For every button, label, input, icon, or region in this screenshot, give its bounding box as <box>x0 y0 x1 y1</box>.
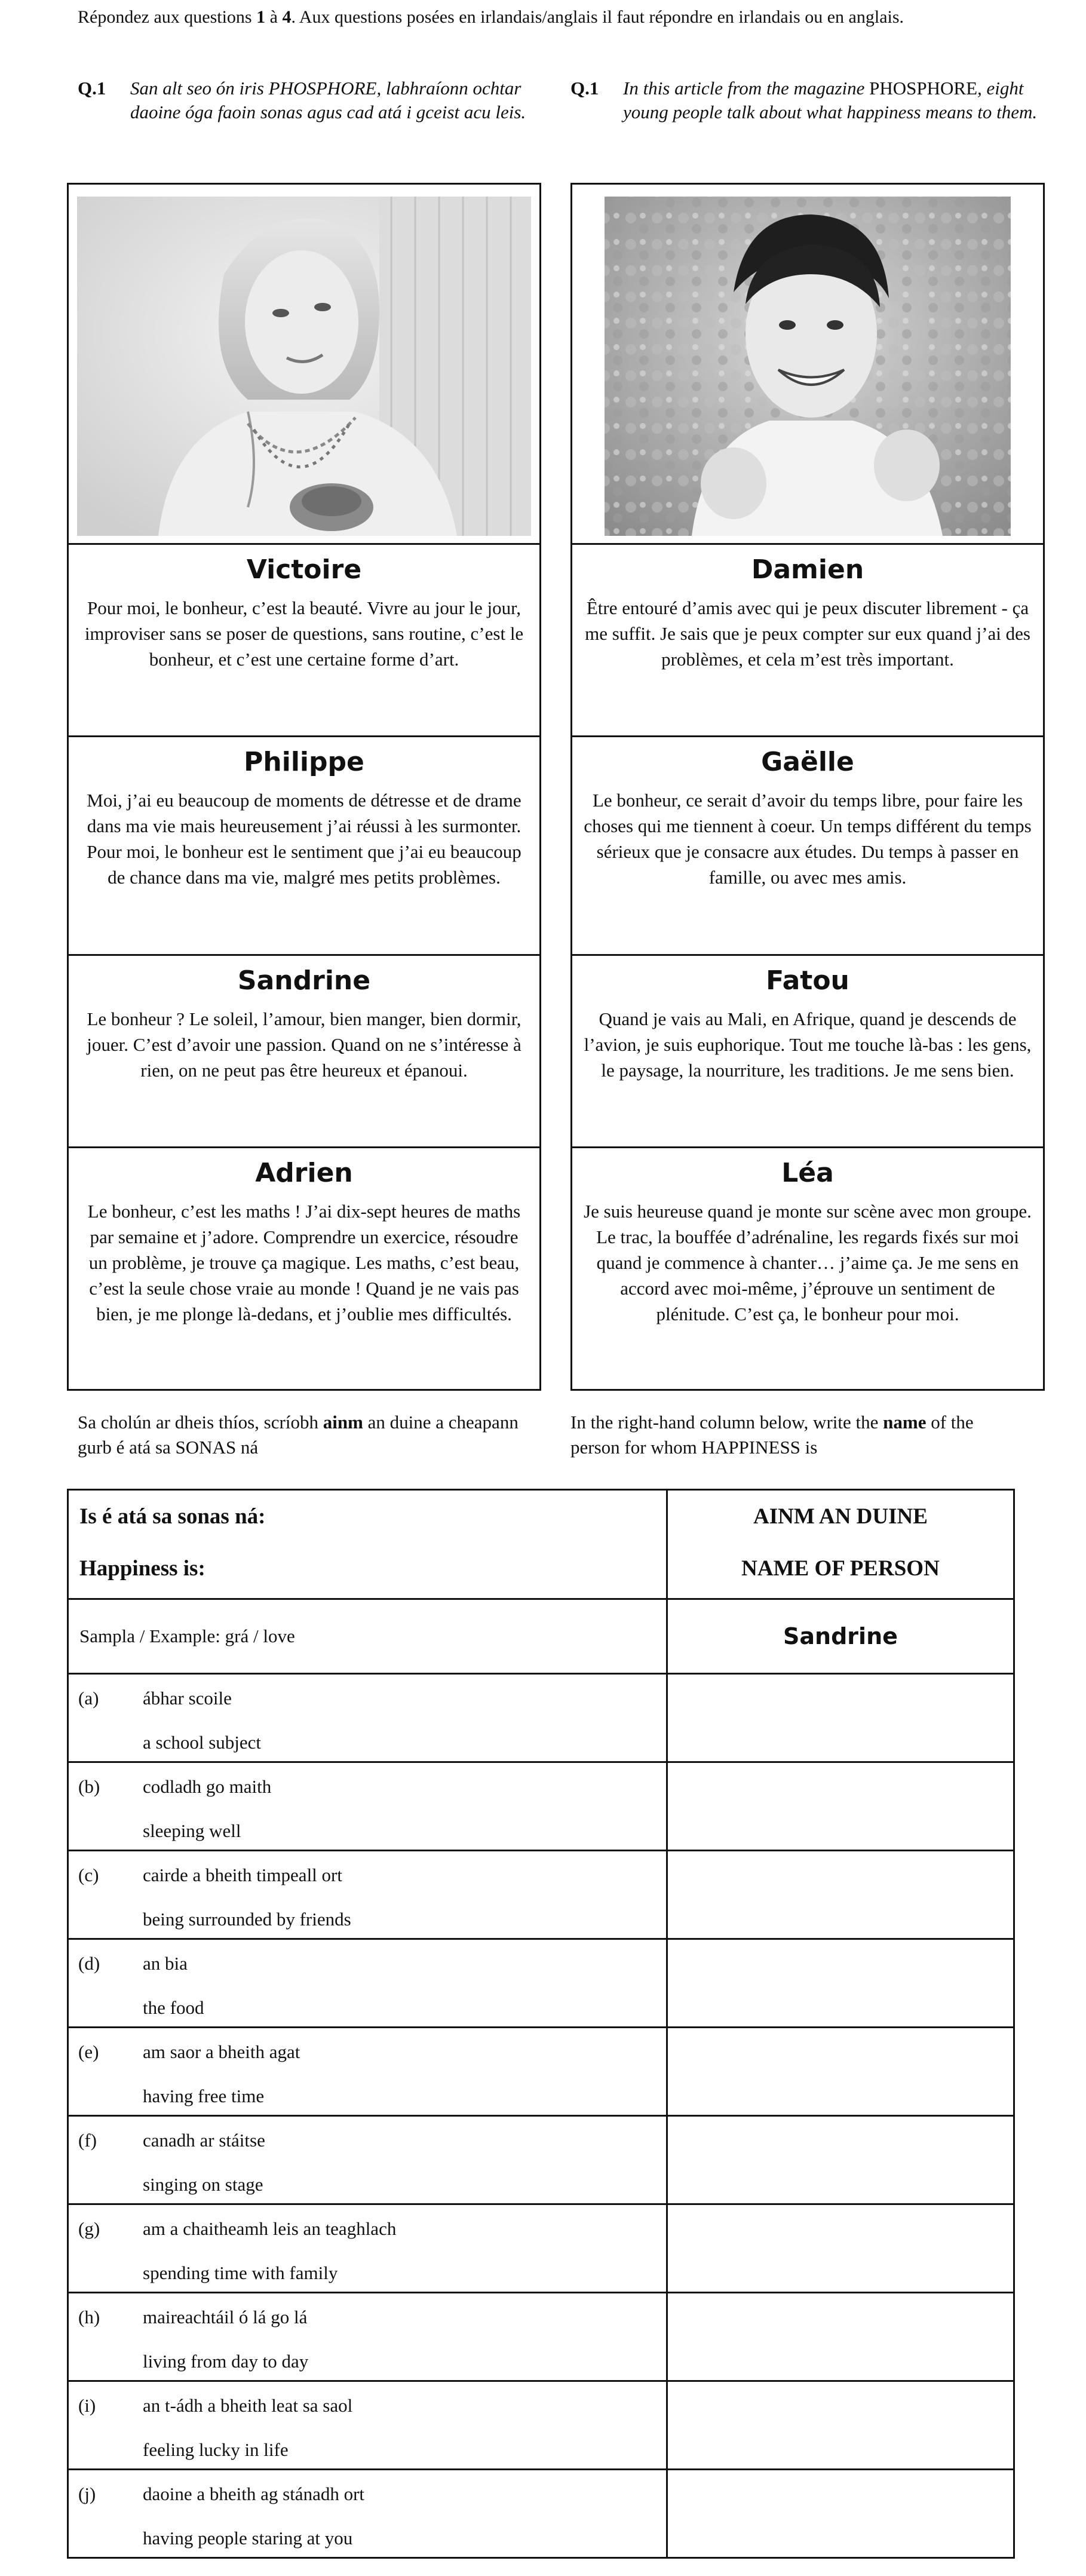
article-card-left <box>67 183 541 1391</box>
question-number: Q.1 <box>78 78 106 99</box>
profile-lea <box>572 1146 1043 1389</box>
person-quote: Quand je vais au Mali, en Afrique, quand je descends de l’avion, je suis euphorique. Tout me touche là-bas : les gens, le paysage, la nourriture, les traditions. Je me sens bien. <box>584 1008 1032 1081</box>
profile-gaelle <box>572 735 1043 954</box>
person-name: Damien <box>751 554 864 585</box>
answer-cell[interactable] <box>667 1939 1014 2028</box>
question-number: Q.1 <box>570 78 599 99</box>
profile-victoire <box>69 543 539 735</box>
example-answer: Sandrine <box>667 1599 1014 1674</box>
table-row: (g) am a chaitheamh leis an teaghlach spending time with family <box>68 2204 1014 2293</box>
person-quote: Je suis heureuse quand je monte sur scène avec mon groupe. Le trac, la bouffée d’adrénaline, les regards fixés sur moi quand je commence à chanter… j’aime ça. Je me sens en accord avec moi-même, j’éprouve un sentiment de plénitude. C’est ça, le bonheur pour moi. <box>584 1201 1032 1324</box>
header-happiness: Is é atá sa sonas ná: Happiness is: <box>68 1490 667 1599</box>
answer-table <box>67 1489 1015 2559</box>
person-quote: Le bonheur, c’est les maths ! J’ai dix-sept heures de maths par semaine et j’adore. Comprendre un exercice, résoudre un problème, je trouve ça magique. Les maths, c’est beau, c’est la seule chose vraie au monde ! Quand je ne vais pas bien, je me plonge là-dedans, et j’oublie mes difficultés. <box>87 1201 521 1324</box>
example-label: Sampla / Example: grá / love <box>68 1599 667 1674</box>
profile-philippe <box>69 735 539 954</box>
photo-damien <box>572 185 1043 545</box>
table-row: (i) an t-ádh a bheith leat sa saol feeling lucky in life <box>68 2381 1014 2470</box>
answer-cell[interactable] <box>667 2116 1014 2204</box>
profile-adrien <box>69 1146 539 1389</box>
prompt-irish: Sa cholún ar dheis thíos, scríobh ainm an duine a cheapann gurb é atá sa SONAS ná <box>78 1412 519 1458</box>
person-name: Sandrine <box>237 965 371 996</box>
profile-fatou <box>572 954 1043 1146</box>
answer-cell[interactable] <box>667 1851 1014 1939</box>
person-quote: Le bonheur, ce serait d’avoir du temps libre, pour faire les choses qui me tiennent à coeur. Un temps différent du temps sérieux que je consacre aux études. Du temps à passer en famille, ou avec mes amis. <box>584 790 1032 888</box>
table-header-row <box>68 1490 1014 1599</box>
profile-sandrine <box>69 954 539 1146</box>
table-row: (b) codladh go maith sleeping well <box>68 1762 1014 1851</box>
answer-cell[interactable] <box>667 2293 1014 2381</box>
person-quote: Le bonheur ? Le soleil, l’amour, bien manger, bien dormir, jouer. C’est d’avoir une passion. Quand on ne s’intéresse à rien, on ne peut pas être heureux et épanoui. <box>87 1008 521 1081</box>
answer-cell[interactable] <box>667 1762 1014 1851</box>
table-row: (a) ábhar scoile a school subject <box>68 1674 1014 1762</box>
table-row: (e) am saor a bheith agat having free time <box>68 2028 1014 2116</box>
prompt-english: In the right-hand column below, write the name of the person for whom HAPPINESS is <box>570 1412 974 1458</box>
article-card-right <box>570 183 1045 1391</box>
person-quote: Moi, j’ai eu beaucoup de moments de détresse et de drame dans ma vie mais heureusement j’ai réussi à les surmonter. Pour moi, le bonheur est le sentiment que j’ai eu beaucoup de chance dans ma vie, malgré mes petits problèmes. <box>87 790 521 888</box>
answer-cell[interactable] <box>667 2204 1014 2293</box>
answer-cell[interactable] <box>667 2470 1014 2558</box>
answer-cell[interactable] <box>667 1674 1014 1762</box>
table-row: (f) canadh ar stáitse singing on stage <box>68 2116 1014 2204</box>
person-name: Philippe <box>244 747 364 777</box>
person-name: Léa <box>781 1158 834 1188</box>
table-row: (d) an bia the food <box>68 1939 1014 2028</box>
person-quote: Être entouré d’amis avec qui je peux discuter librement - ça me suffit. Je sais que je peux compter sur eux quand j’ai des problèmes, et cela m’est très important. <box>585 597 1030 670</box>
photo-victoire <box>69 185 539 545</box>
table-row: (h) maireachtáil ó lá go lá living from day to day <box>68 2293 1014 2381</box>
person-name: Adrien <box>255 1158 353 1188</box>
table-row: (c) cairde a bheith timpeall ort being surrounded by friends <box>68 1851 1014 1939</box>
instructions: Répondez aux questions 1 à 4. Aux questions posées en irlandais/anglais il faut répondre en irlandais ou en anglais. <box>78 7 904 27</box>
header-name-of-person: AINM AN DUINE NAME OF PERSON <box>667 1490 1014 1599</box>
profile-damien <box>572 543 1043 735</box>
table-row: (j) daoine a bheith ag stánadh ort having people staring at you <box>68 2470 1014 2558</box>
person-name: Gaëlle <box>761 747 854 777</box>
person-name: Fatou <box>766 965 849 996</box>
answer-cell[interactable] <box>667 2381 1014 2470</box>
person-quote: Pour moi, le bonheur, c’est la beauté. Vivre au jour le jour, improviser sans se poser de questions, sans routine, c’est le bonheur, et c’est une certaine forme d’art. <box>84 597 524 670</box>
person-name: Victoire <box>246 554 362 585</box>
example-row <box>68 1599 1014 1674</box>
answer-cell[interactable] <box>667 2028 1014 2116</box>
